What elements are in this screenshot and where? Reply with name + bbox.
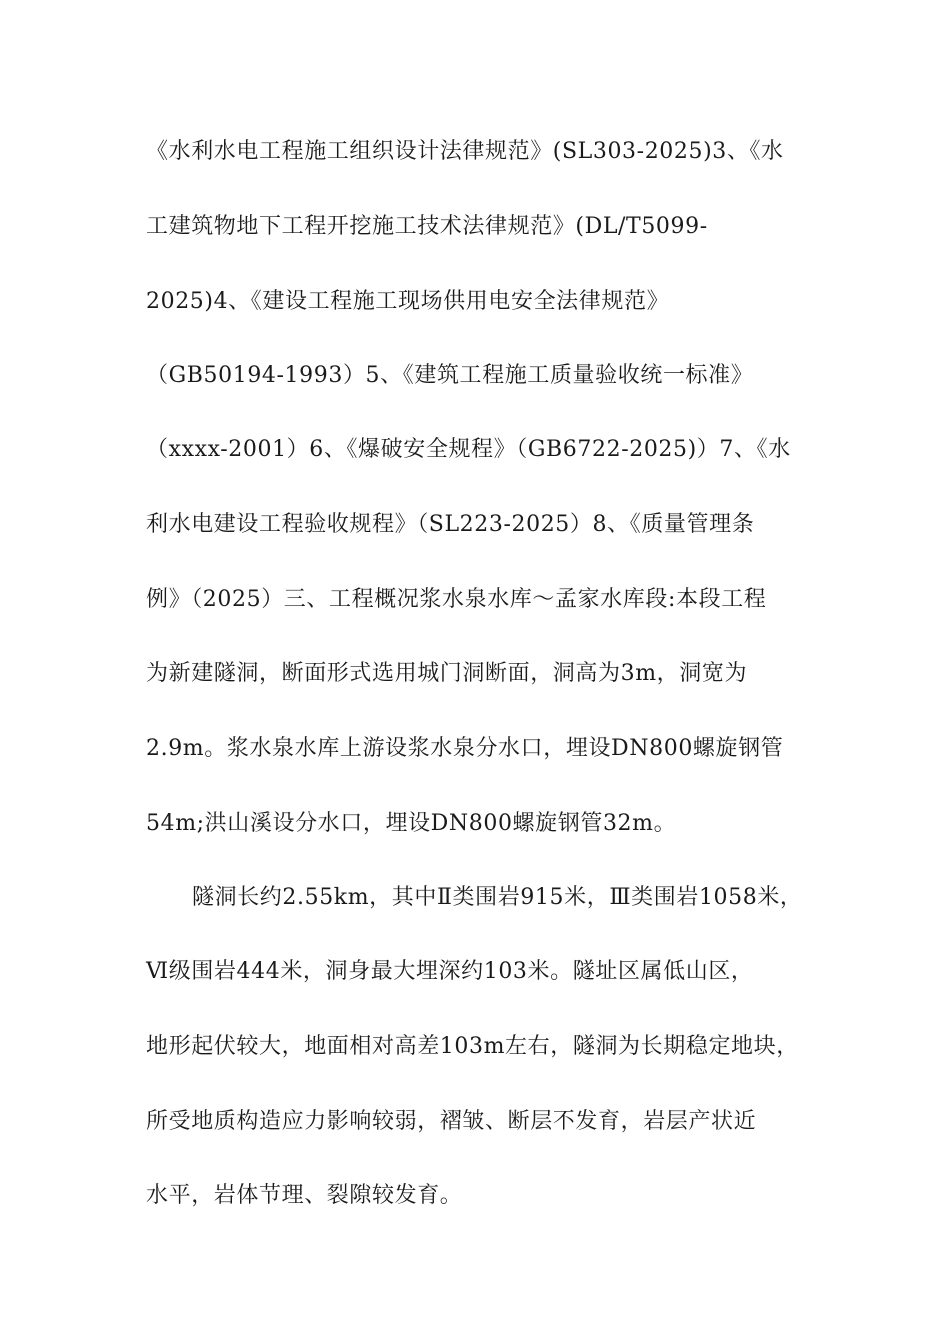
text-line: 2025)4、《建设工程施工现场供用电安全法律规范》 [146, 289, 670, 314]
text-line: 地形起伏较大，地面相对高差103m左右，隧洞为长期稳定地块， [146, 1034, 799, 1059]
text-line: 所受地质构造应力影响较弱，褶皱、断层不发育，岩层产状近 [146, 1109, 757, 1134]
text-line: 工建筑物地下工程开挖施工技术法律规范》(DL/T5099- [146, 214, 708, 239]
text-line: 例》（2025）三、工程概况浆水泉水库～孟家水库段:本段工程 [146, 587, 767, 612]
text-line: 为新建隧洞，断面形式选用城门洞断面，洞高为3m，洞宽为 [146, 661, 748, 686]
text-line: Ⅵ级围岩444米，洞身最大埋深约103米。隧址区属低山区， [146, 959, 754, 984]
text-line: 利水电建设工程验收规程》（SL223-2025）8、《质量管理条 [146, 512, 755, 537]
text-line: 《水利水电工程施工组织设计法律规范》(SL303-2025)3、《水 [146, 139, 784, 164]
text-line: （xxxx-2001）6、《爆破安全规程》（GB6722-2025)）7、《水 [146, 437, 791, 462]
text-line: （GB50194-1993）5、《建筑工程施工质量验收统一标准》 [146, 363, 754, 388]
text-line: 隧洞长约2.55km，其中Ⅱ类围岩915米，Ⅲ类围岩1058米， [192, 885, 803, 910]
text-line: 水平，岩体节理、裂隙较发育。 [146, 1183, 463, 1208]
text-line: 2.9m。浆水泉水库上游设浆水泉分水口，埋设DN800螺旋钢管 [146, 736, 784, 761]
text-line: 54m;洪山溪设分水口，埋设DN800螺旋钢管32m。 [146, 811, 677, 836]
